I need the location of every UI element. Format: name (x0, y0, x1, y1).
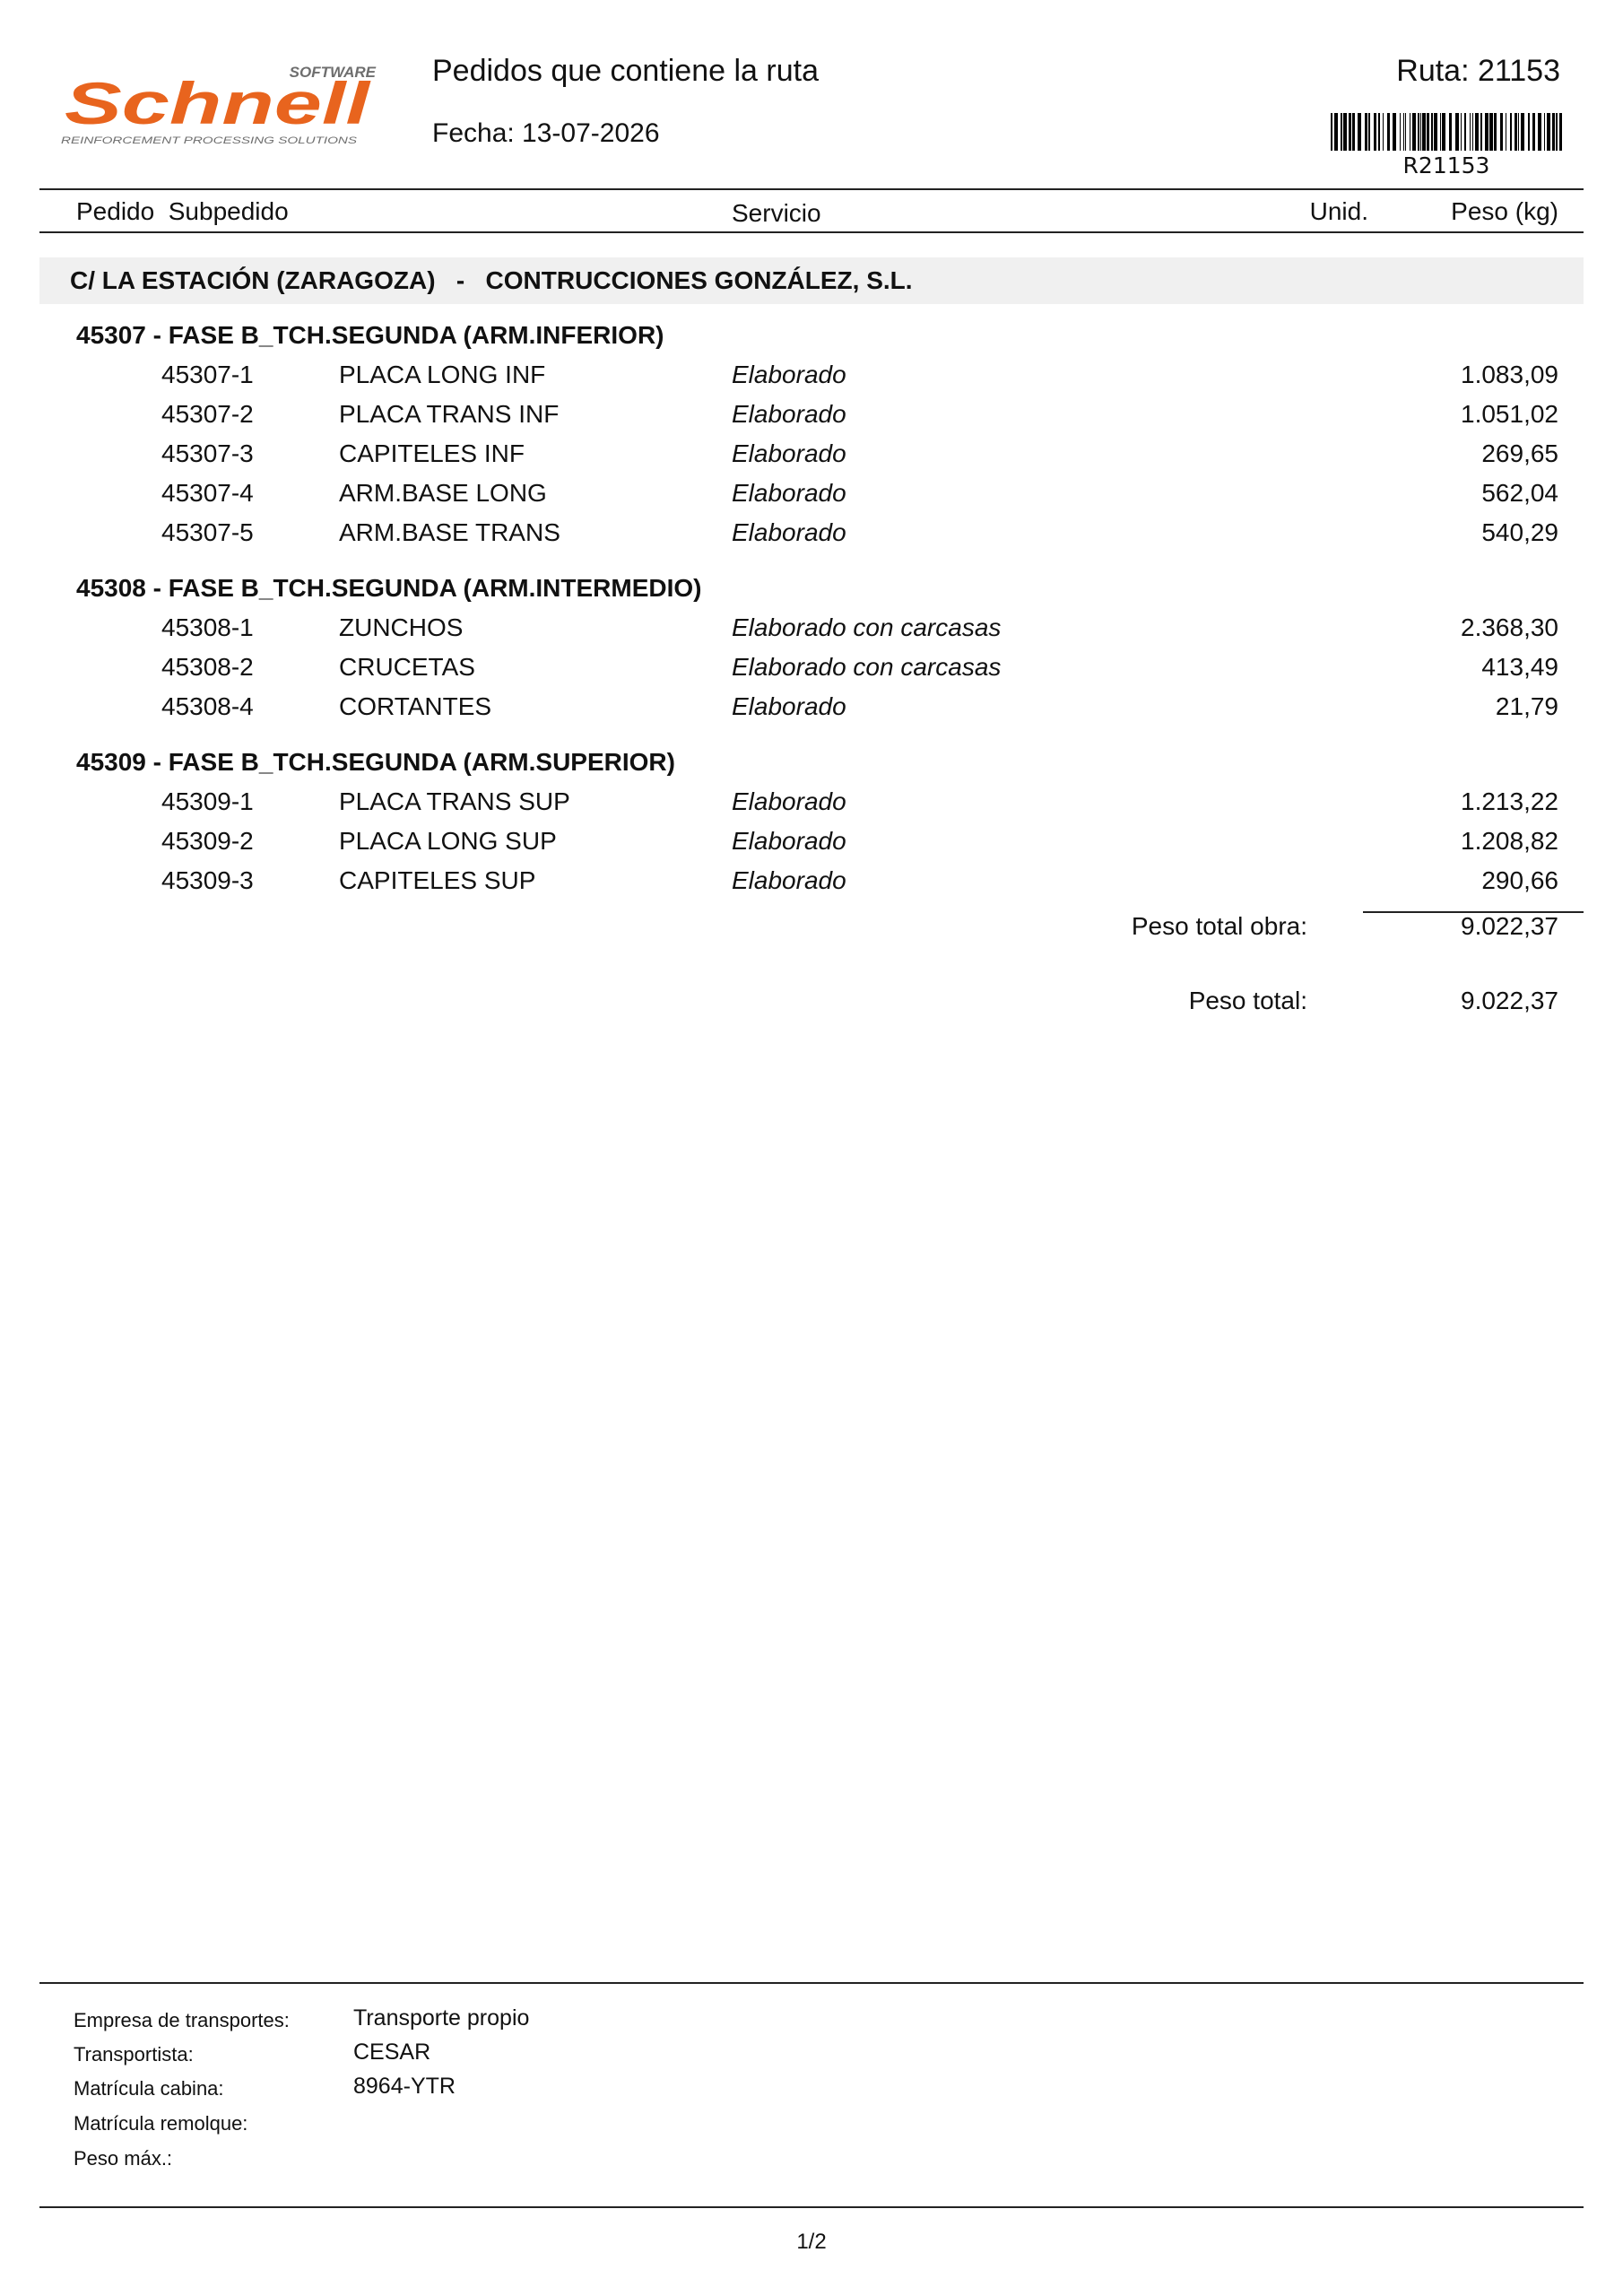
subpedido-weight: 269,65 (1481, 439, 1558, 467)
subpedido-weight: 290,66 (1481, 866, 1558, 894)
subpedido-code: 45307-2 (161, 400, 254, 428)
table-row (0, 827, 1623, 866)
trailer-plate-label: Matrícula remolque: (74, 2112, 248, 2135)
barcode-bar (1489, 113, 1493, 151)
subpedido-service: Elaborado (732, 827, 846, 855)
cab-plate-value: 8964-YTR (353, 2074, 456, 2099)
peso-total-obra-label: Peso total obra: (1131, 912, 1307, 940)
subpedido-service: Elaborado con carcasas (732, 613, 1002, 641)
subpedido-weight: 540,29 (1481, 518, 1558, 546)
logo-tagline-text: REINFORCEMENT PROCESSING SOLUTIONS (61, 135, 358, 146)
transport-company-value: Transporte propio (353, 2005, 530, 2031)
subpedido-desc: CAPITELES INF (339, 439, 525, 467)
barcode-bar (1393, 113, 1396, 151)
table-row (0, 866, 1623, 906)
subpedido-code: 45307-1 (161, 361, 254, 388)
subpedido-desc: CORTANTES (339, 692, 492, 720)
barcode-bar (1427, 113, 1429, 151)
barcode-bar (1374, 113, 1376, 151)
subpedido-desc: ARM.BASE LONG (339, 479, 547, 507)
barcode-bar (1510, 113, 1512, 151)
subpedido-code: 45309-3 (161, 866, 254, 894)
barcode-bar (1405, 113, 1406, 151)
schnell-logo (57, 59, 380, 149)
report-date: Fecha: 13-07-2026 (432, 118, 660, 148)
barcode-bar (1515, 113, 1517, 151)
barcode-bar (1434, 113, 1437, 151)
barcode-bar (1449, 113, 1452, 151)
table-row (0, 692, 1623, 732)
route-number: Ruta: 21153 (1396, 54, 1560, 88)
subpedido-desc: PLACA LONG INF (339, 361, 546, 388)
col-unid: Unid. (1309, 197, 1368, 225)
barcode-bar (1556, 113, 1558, 151)
site-separator: - (456, 266, 465, 294)
barcode-bar (1341, 113, 1342, 151)
peso-total-obra-value: 9.022,37 (1461, 912, 1558, 940)
subpedido-code: 45307-5 (161, 518, 254, 546)
footer-rule-bottom (39, 2206, 1584, 2208)
subpedido-weight: 1.083,09 (1461, 361, 1558, 388)
subpedido-code: 45309-2 (161, 827, 254, 855)
table-row (0, 361, 1623, 400)
route-barcode (1331, 113, 1562, 151)
footer-rule-top (39, 1982, 1584, 1984)
barcode-bar (1442, 113, 1445, 151)
subpedido-code: 45308-4 (161, 692, 254, 720)
barcode-bar (1349, 113, 1351, 151)
subpedido-weight: 562,04 (1481, 479, 1558, 507)
barcode-bar (1528, 113, 1530, 151)
subpedido-desc: PLACA LONG SUP (339, 827, 557, 855)
barcode-bar (1500, 113, 1503, 151)
table-row (0, 787, 1623, 827)
barcode-bar (1480, 113, 1482, 151)
peso-total-label: Peso total: (1188, 987, 1307, 1014)
barcode-bar (1552, 113, 1555, 151)
subpedido-desc: ARM.BASE TRANS (339, 518, 560, 546)
barcode-bar (1544, 113, 1545, 151)
barcode-bar (1485, 113, 1488, 151)
subpedido-code: 45308-1 (161, 613, 254, 641)
barcode-bar (1547, 113, 1550, 151)
barcode-bar (1494, 113, 1497, 151)
barcode-bar (1464, 113, 1466, 151)
barcode-bar (1475, 113, 1479, 151)
header-rule-top (39, 188, 1584, 190)
barcode-bar (1470, 113, 1471, 151)
barcode-text: R21153 (1402, 152, 1490, 178)
subpedido-desc: PLACA TRANS SUP (339, 787, 570, 815)
barcode-bar (1559, 113, 1562, 151)
subpedido-desc: PLACA TRANS INF (339, 400, 560, 428)
subpedido-service: Elaborado (732, 400, 846, 428)
subpedido-code: 45307-3 (161, 439, 254, 467)
subpedido-service: Elaborado (732, 361, 846, 388)
barcode-bar (1518, 113, 1519, 151)
subpedido-weight: 413,49 (1481, 653, 1558, 681)
barcode-bar (1383, 113, 1384, 151)
barcode-bar (1538, 113, 1541, 151)
site-client: CONTRUCCIONES GONZÁLEZ, S.L. (485, 266, 913, 294)
barcode-bar (1331, 113, 1332, 151)
subpedido-code: 45308-2 (161, 653, 254, 681)
order-group-title: 45308 - FASE B_TCH.SEGUNDA (ARM.INTERMEDIO) (76, 574, 702, 602)
subpedido-service: Elaborado (732, 479, 846, 507)
carrier-value: CESAR (353, 2039, 431, 2065)
barcode-bar (1352, 113, 1355, 151)
subpedido-weight: 1.208,82 (1461, 827, 1558, 855)
barcode-bar (1334, 113, 1338, 151)
barcode-bar (1358, 113, 1361, 151)
barcode-bar (1378, 113, 1380, 151)
barcode-bar (1455, 113, 1459, 151)
barcode-bar (1368, 113, 1370, 151)
logo-brand-text: Schnell (65, 70, 372, 136)
subpedido-service: Elaborado (732, 787, 846, 815)
barcode-bar (1418, 113, 1419, 151)
peso-total-value: 9.022,37 (1461, 987, 1558, 1014)
barcode-bar (1532, 113, 1535, 151)
barcode-bar (1420, 113, 1421, 151)
subpedido-service: Elaborado con carcasas (732, 653, 1002, 681)
page-number: 1/2 (796, 2230, 827, 2254)
max-weight-label: Peso máx.: (74, 2147, 173, 2170)
order-group-title: 45307 - FASE B_TCH.SEGUNDA (ARM.INFERIOR) (76, 321, 664, 349)
barcode-bar (1400, 113, 1401, 151)
table-row (0, 653, 1623, 692)
table-row (0, 400, 1623, 439)
subpedido-weight: 1.213,22 (1461, 787, 1558, 815)
subpedido-weight: 21,79 (1495, 692, 1558, 720)
barcode-bar (1461, 113, 1462, 151)
barcode-bar (1343, 113, 1347, 151)
barcode-bar (1521, 113, 1524, 151)
barcode-bar (1472, 113, 1473, 151)
site-header (70, 266, 913, 295)
page-title: Pedidos que contiene la ruta (432, 54, 819, 88)
table-row (0, 613, 1623, 653)
barcode-bar (1422, 113, 1426, 151)
col-servicio: Servicio (732, 199, 821, 227)
table-row (0, 439, 1623, 479)
barcode-bar (1365, 113, 1367, 151)
barcode-bar (1412, 113, 1416, 151)
table-row (0, 518, 1623, 558)
col-pedido-subpedido: Pedido Subpedido (76, 197, 289, 225)
barcode-bar (1440, 113, 1441, 151)
subpedido-desc: CRUCETAS (339, 653, 475, 681)
table-row (0, 479, 1623, 518)
subpedido-code: 45309-1 (161, 787, 254, 815)
order-group-title: 45309 - FASE B_TCH.SEGUNDA (ARM.SUPERIOR) (76, 748, 675, 776)
subpedido-desc: CAPITELES SUP (339, 866, 536, 894)
barcode-bar (1431, 113, 1433, 151)
subpedido-service: Elaborado (732, 518, 846, 546)
subpedido-service: Elaborado (732, 866, 846, 894)
subpedido-code: 45307-4 (161, 479, 254, 507)
subpedido-weight: 1.051,02 (1461, 400, 1558, 428)
carrier-label: Transportista: (74, 2043, 194, 2066)
subpedido-service: Elaborado (732, 439, 846, 467)
barcode-bar (1403, 113, 1404, 151)
cab-plate-label: Matrícula cabina: (74, 2077, 224, 2100)
barcode-bar (1387, 113, 1390, 151)
transport-company-label: Empresa de transportes: (74, 2009, 290, 2031)
subpedido-weight: 2.368,30 (1461, 613, 1558, 641)
logo-software-text: SOFTWARE (289, 64, 376, 81)
header-rule-bottom (39, 231, 1584, 233)
subpedido-service: Elaborado (732, 692, 846, 720)
site-address: C/ LA ESTACIÓN (ZARAGOZA) (70, 266, 436, 294)
subpedido-desc: ZUNCHOS (339, 613, 464, 641)
col-peso: Peso (kg) (1451, 197, 1558, 225)
